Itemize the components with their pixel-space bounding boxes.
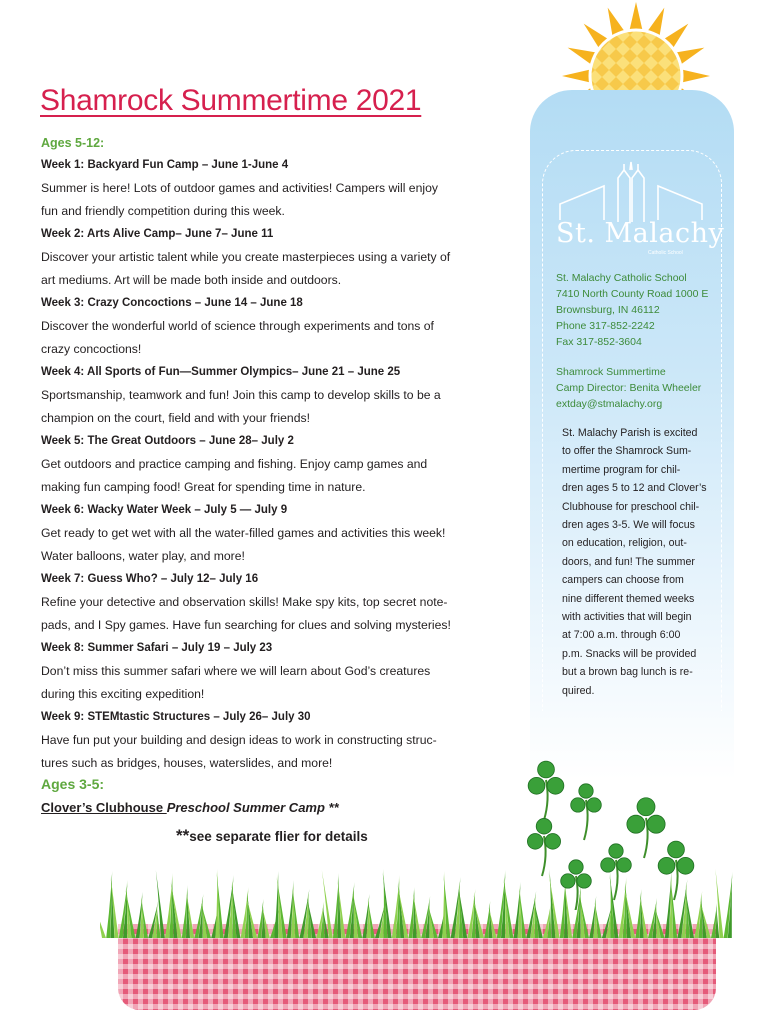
sidebar-paragraph-line: doors, and fun! The summer [562,555,695,568]
clover-camp-name: Preschool Summer Camp ** [166,800,339,815]
note-stars: ** [176,826,190,845]
week-title: Week 7: Guess Who? – July 12– July 16 [41,573,259,585]
camp-contact [556,364,701,412]
sidebar-paragraph-line: Clubhouse for preschool chil- [562,500,700,513]
school-address: 7410 North County Road 1000 E [556,288,709,300]
school-fax: Fax 317-852-3604 [556,336,642,348]
shamrock [627,798,665,858]
grass-blade [308,895,312,938]
sidebar-paragraph-line: p.m. Snacks will be provided [562,647,697,660]
week-description-line: Have fun put your building and design ideas to work in constructing struc- [41,733,437,747]
week-description-line: Refine your detective and observation skills! Make spy kits, top secret note- [41,595,448,609]
camp-name: Shamrock Summertime [556,366,666,378]
week-description-line: pads, and I Spy games. Have fun searching for clues and solving mysteries! [41,618,451,632]
sidebar-paragraph-line: but a brown bag lunch is re- [562,666,693,679]
sidebar-paragraph-line: St. Malachy Parish is excited [562,427,698,439]
sidebar-paragraph-line: mertime program for chil- [562,463,681,476]
week-description-line: Discover your artistic talent while you create masterpieces using a variety of [41,250,451,264]
grass-blade [100,908,106,938]
week-title: Week 1: Backyard Fun Camp – June 1-June 4 [41,159,289,171]
week-description-line: Discover the wonderful world of science through experiments and tons of [41,319,434,333]
week-description-line: art mediums. Art will be made both inside and outdoors. [41,273,342,287]
camp-email[interactable]: extday@stmalachy.org [556,398,663,410]
week-title: Week 8: Summer Safari – July 19 – July 23 [41,642,273,654]
sidebar-paragraph-line: on education, religion, out- [562,537,687,550]
sidebar-paragraph-line: campers can choose from [562,574,684,587]
shamrock [561,860,592,910]
sidebar-paragraph-line: dren ages 3-5. We will focus [562,519,695,532]
week-description-line: during this exciting expedition! [41,687,205,701]
week-title: Week 2: Arts Alive Camp– June 7– June 11 [41,228,274,240]
week-title: Week 9: STEMtastic Structures – July 26– July 30 [41,711,311,723]
week-description-line: champion on the court, field and with your friends! [41,411,310,425]
week-title: Week 3: Crazy Concoctions – June 14 – June 18 [41,297,303,309]
week-description-line: Get ready to get wet with all the water-filled games and activities this week! [41,526,446,540]
sun-ray [629,2,643,33]
ages-heading: Ages 5-12: [41,136,105,150]
shamrock-icon [516,760,716,910]
shamrock [528,761,564,820]
week-description-line: fun and friendly competition during this week. [41,204,285,218]
shamrock [527,818,560,876]
week-description-line: Get outdoors and practice camping and fishing. Enjoy camp games and [41,457,428,471]
shamrock [601,844,632,900]
sidebar-paragraph-line: quired. [562,684,595,697]
flier-note [176,826,368,846]
clover-clubhouse-line [41,800,339,815]
church-logo-icon [552,160,712,226]
clover-clubhouse-name: Clover’s Clubhouse [41,800,167,815]
sidebar-paragraph-line: to offer the Shamrock Sum- [562,445,692,458]
sidebar-paragraph-line: dren ages 5 to 12 and Clover’s [562,482,707,495]
week-description-line: tures such as bridges, houses, waterslides, and more! [41,756,333,770]
logo-tagline: Catholic School [648,250,683,256]
ages-preschool-heading: Ages 3-5: [41,776,105,792]
shamrock [571,784,602,840]
school-phone: Phone 317-852-2242 [556,320,655,332]
sidebar-paragraph-line: with activities that will begin [562,611,692,624]
page-title: Shamrock Summertime 2021 [40,84,422,117]
sidebar-paragraph-line: nine different themed weeks [562,592,695,605]
week-description-line: Don’t miss this summer safari where we will learn about God’s creatures [41,664,431,678]
sun-ray [679,69,710,83]
weeks-list [41,134,501,775]
week-title: Week 6: Wacky Water Week – July 5 — July 9 [41,504,288,516]
note-text: see separate flier for details [189,829,368,844]
week-description-line: crazy concoctions! [41,342,142,356]
school-contact [556,270,708,350]
shamrock [658,841,694,900]
camp-director: Camp Director: Benita Wheeler [556,382,702,394]
logo-name: St. Malachy [556,218,725,249]
sidebar-paragraph-line: at 7:00 a.m. through 6:00 [562,629,681,642]
week-title: Week 4: All Sports of Fun—Summer Olympics– June 21 – June 25 [41,366,401,378]
week-title: Week 5: The Great Outdoors – June 28– July 2 [41,435,294,447]
week-description-line: Summer is here! Lots of outdoor games and activities! Campers will enjoy [41,181,438,195]
sun-ray [562,69,593,83]
sidebar-paragraph [562,424,720,700]
week-description-line: Water balloons, water play, and more! [41,549,245,563]
school-city: Brownsburg, IN 46112 [556,304,660,316]
week-description-line: making fun camping food! Great for spending time in nature. [41,480,366,494]
school-name: St. Malachy Catholic School [556,272,687,284]
week-description-line: Sportsmanship, teamwork and fun! Join this camp to develop skills to be a [41,388,441,402]
